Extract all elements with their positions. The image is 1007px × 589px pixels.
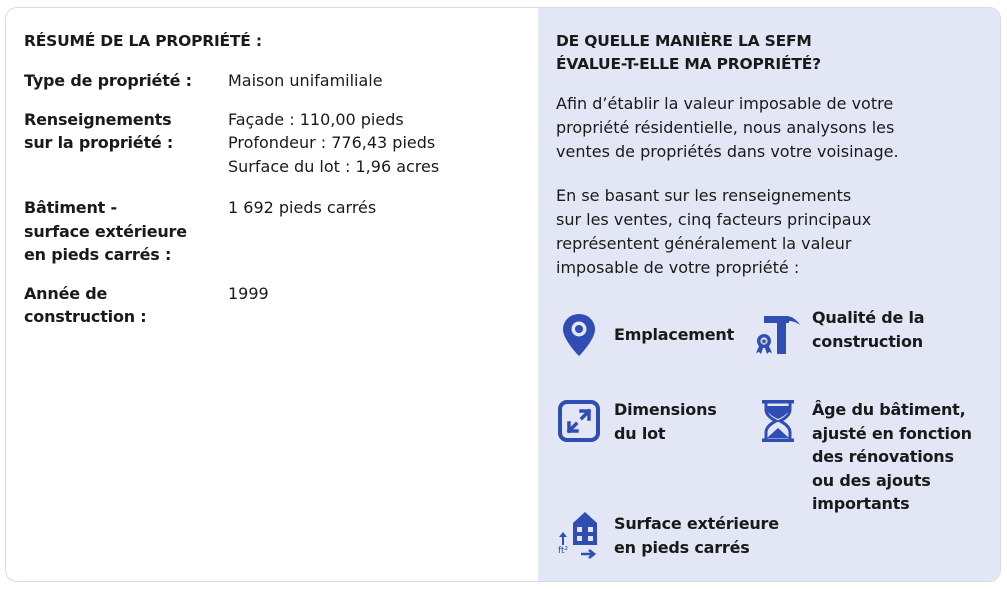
factor-construction-quality <box>754 306 924 358</box>
row-value <box>228 196 520 267</box>
para-line: propriété résidentielle, nous analysons les <box>556 118 895 137</box>
location-pin-icon <box>556 312 602 358</box>
house-square-feet-icon <box>556 510 602 560</box>
hammer-award-icon <box>754 306 802 358</box>
factor-label <box>614 512 779 559</box>
value-line: 1 692 pieds carrés <box>228 198 377 217</box>
label-line: sur la propriété : <box>24 133 174 152</box>
factor-label <box>812 398 972 516</box>
factor-location <box>556 312 734 358</box>
factor-line: du lot <box>614 423 666 443</box>
factors-list <box>556 304 996 564</box>
row-value <box>228 282 520 329</box>
row-label <box>24 282 228 329</box>
summary-row-info <box>24 108 520 179</box>
factor-line: construction <box>812 331 923 351</box>
row-value <box>228 69 520 93</box>
summary-row-building <box>24 196 520 267</box>
svg-text:ft²: ft² <box>558 546 569 556</box>
hourglass-icon <box>754 398 802 444</box>
row-label <box>24 196 228 267</box>
summary-row-year <box>24 282 520 329</box>
factor-line: en pieds carrés <box>614 537 750 557</box>
factor-line: Dimensions <box>614 400 717 419</box>
property-card <box>5 7 1001 582</box>
value-line: 1999 <box>228 283 269 303</box>
factor-label <box>614 323 734 347</box>
summary-row-type <box>24 69 520 93</box>
title-line: ÉVALUE-T-ELLE MA PROPRIÉTÉ? <box>556 55 821 73</box>
factor-exterior-surface <box>556 510 779 560</box>
assessment-title <box>556 30 982 76</box>
title-line: DE QUELLE MANIÈRE LA SEFM <box>556 32 812 50</box>
assessment-panel <box>538 8 1000 581</box>
factor-line: ou des ajouts <box>812 470 931 490</box>
para-line: En se basant sur les renseignements <box>556 186 852 205</box>
label-line: Bâtiment - <box>24 198 117 217</box>
label-line: en pieds carrés : <box>24 245 172 264</box>
para-line: Afin d’établir la valeur imposable de votre <box>556 94 894 113</box>
row-value <box>228 108 520 179</box>
factor-line: ajusté en fonction <box>812 423 972 443</box>
value-line: Maison unifamiliale <box>228 71 383 90</box>
factor-line: importants <box>812 494 910 513</box>
factor-line: des rénovations <box>812 447 954 466</box>
factor-line: Âge du bâtiment, <box>812 400 966 419</box>
summary-title: RÉSUMÉ DE LA PROPRIÉTÉ : <box>24 32 262 50</box>
factor-lot-dimensions <box>556 398 717 445</box>
value-line: Profondeur : 776,43 pieds <box>228 133 436 152</box>
label-line: construction : <box>24 307 147 326</box>
value-line: Surface du lot : 1,96 acres <box>228 156 440 176</box>
row-label: Type de propriété : <box>24 71 192 90</box>
factor-label <box>812 306 924 353</box>
factors-paragraph <box>556 184 982 280</box>
factor-building-age <box>754 398 972 516</box>
row-label <box>24 108 228 179</box>
para-line: imposable de votre propriété : <box>556 258 800 277</box>
para-line: ventes de propriétés dans votre voisinage. <box>556 142 899 161</box>
para-line: représentent généralement la valeur <box>556 234 852 253</box>
label-line: Année de <box>24 283 108 303</box>
value-line: Façade : 110,00 pieds <box>228 109 404 129</box>
expand-arrows-icon <box>556 398 602 444</box>
label-line: Renseignements <box>24 109 172 129</box>
factor-line: Surface extérieure <box>614 514 779 533</box>
factor-label <box>614 398 717 445</box>
label-line: surface extérieure <box>24 221 187 241</box>
property-summary <box>6 8 538 581</box>
para-line: sur les ventes, cinq facteurs principaux <box>556 210 872 229</box>
factor-line: Emplacement <box>614 325 735 344</box>
summary-rows <box>24 69 520 329</box>
intro-paragraph <box>556 92 982 164</box>
factor-line: Qualité de la <box>812 308 925 327</box>
